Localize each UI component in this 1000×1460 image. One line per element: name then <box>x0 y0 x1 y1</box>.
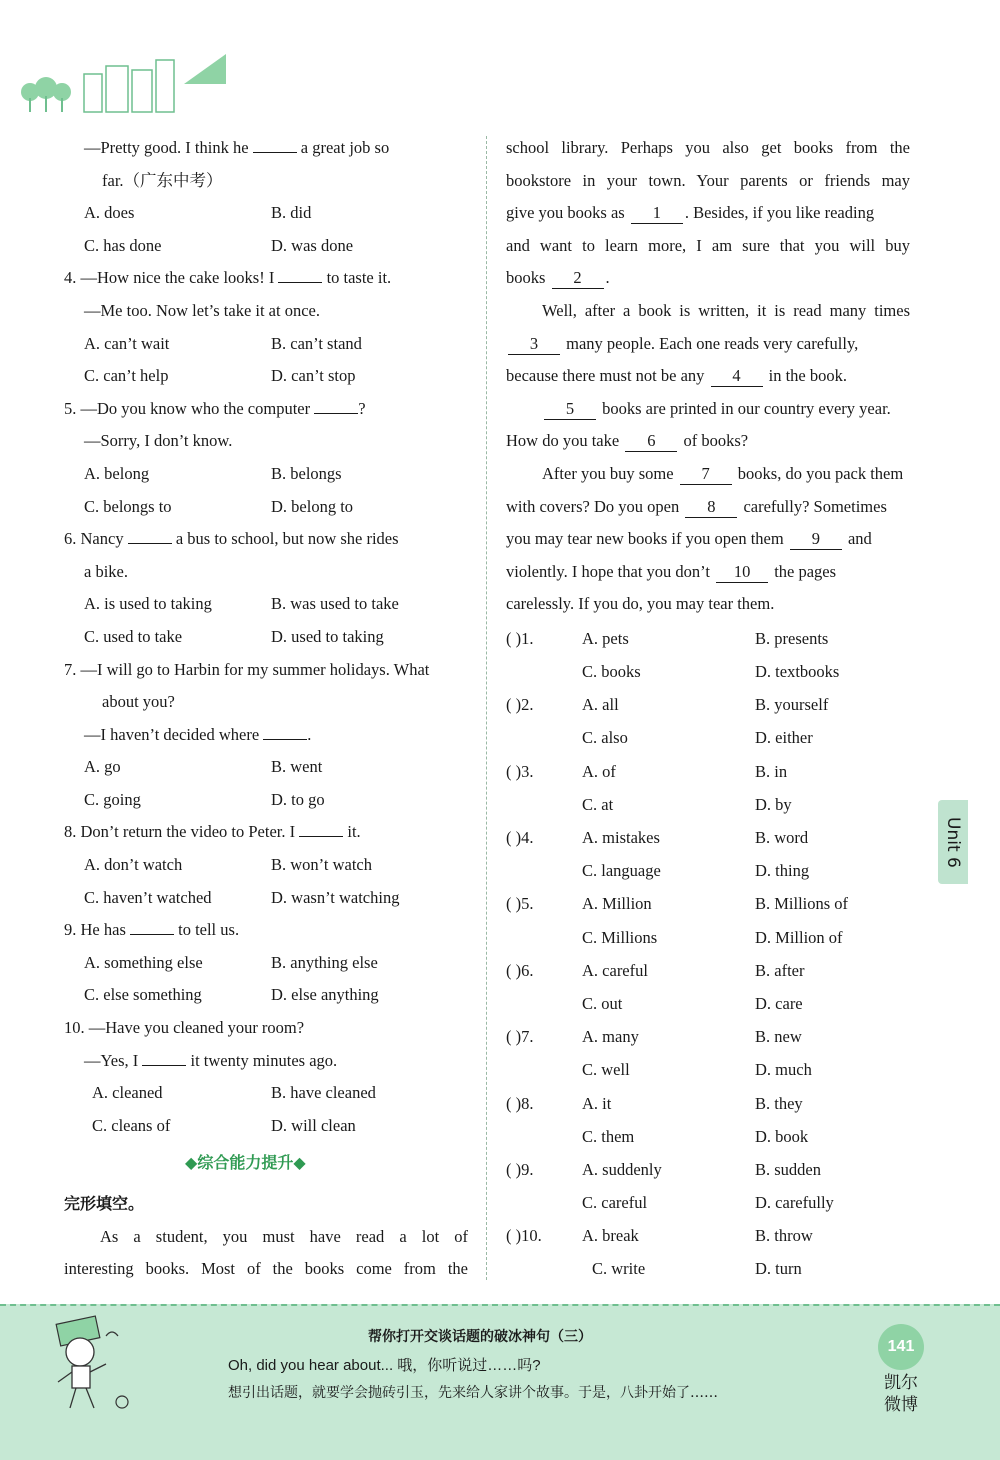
passage-line: 5 books are printed in our country every year. <box>506 393 910 426</box>
answer-paren[interactable]: ( )8. <box>506 1093 534 1113</box>
passage-line: After you buy some 7 books, do you pack them <box>542 463 904 483</box>
brand-label: 凯尔微博 <box>884 1373 918 1415</box>
answer-blank[interactable] <box>253 133 297 153</box>
answer-paren[interactable]: ( )6. <box>506 960 534 980</box>
q10-line1: 10. —Have you cleaned your room? <box>64 1018 305 1038</box>
answer-blank[interactable] <box>130 915 174 935</box>
choice-row: ( )1. A. pets B. presents <box>506 622 910 655</box>
q9-options-row2: C. else something D. else anything <box>84 985 379 1005</box>
passage-line: violently. I hope that you don’t 10 the pages <box>506 561 837 581</box>
passage-line: How do you take 6 of books? <box>506 431 749 451</box>
header-decoration-icon <box>12 40 232 120</box>
q7-line3: —I haven’t decided where . <box>64 719 468 752</box>
section-title: ◆综合能力提升◆ <box>185 1153 306 1172</box>
answer-paren[interactable]: ( )5. <box>506 894 534 914</box>
passage-line: school library. Perhaps you also get books from the <box>506 138 910 157</box>
passage-line: give you books as 1 . Besides, if you like reading <box>506 203 875 223</box>
q3-options-row1: A. does B. did <box>84 203 312 223</box>
choice-row: ( )8. A. it B. they <box>506 1087 910 1120</box>
passage-line: Well, after a book is written, it is read many times <box>542 300 910 320</box>
choice-row: C. well D. much <box>582 1060 812 1080</box>
cloze-blank[interactable]: 10 <box>716 561 768 583</box>
q3-line2: far.（广东中考） <box>102 170 223 190</box>
q9-options-row1: A. something else B. anything else <box>84 952 378 972</box>
q4-line1: 4. —How nice the cake looks! I to taste it. <box>64 262 468 295</box>
q10-options-row2: C. cleans of D. will clean <box>92 1115 356 1135</box>
cloze-blank[interactable]: 5 <box>544 398 596 420</box>
q3-line1: —Pretty good. I think he a great job so <box>64 132 468 165</box>
choice-row: ( )3. A. of B. in <box>506 755 910 788</box>
choice-row: C. write D. turn <box>592 1259 802 1279</box>
q10-line2: —Yes, I it twenty minutes ago. <box>64 1045 468 1078</box>
cloze-blank[interactable]: 2 <box>552 267 604 289</box>
q7-options-row1: A. go B. went <box>84 757 323 777</box>
cloze-blank[interactable]: 9 <box>790 528 842 550</box>
q6-options-row1: A. is used to taking B. was used to take <box>84 594 399 614</box>
left-column <box>64 132 468 1142</box>
answer-blank[interactable] <box>263 720 307 740</box>
choice-row: ( )2. A. all B. yourself <box>506 688 910 721</box>
answer-blank[interactable] <box>278 263 322 283</box>
passage-line: with covers? Do you open 8 carefully? Sometimes <box>506 496 887 516</box>
passage-line: you may tear new books if you open them 9 and <box>506 529 872 549</box>
choice-row: C. Millions D. Million of <box>582 927 843 947</box>
right-column <box>506 132 910 1286</box>
q7-line2: about you? <box>102 692 175 712</box>
q4-line2: —Me too. Now let’s take it at once. <box>84 300 320 320</box>
q6-line2: a bike. <box>84 561 128 581</box>
cloze-blank[interactable]: 1 <box>631 202 683 224</box>
q7-options-row2: C. going D. to go <box>84 789 325 809</box>
choice-row: ( )4. A. mistakes B. word <box>506 821 910 854</box>
footer-chinese-tip: 想引出话题，就要学会抛砖引玉，先来给人家讲个故事。于是，八卦开始了…… <box>228 1385 718 1401</box>
q8-options-row2: C. haven’t watched D. wasn’t watching <box>84 887 400 907</box>
passage-line: books 2 . <box>506 268 610 288</box>
choice-row: ( )9. A. suddenly B. sudden <box>506 1153 910 1186</box>
answer-blank[interactable] <box>314 394 358 414</box>
choice-row: ( )10. A. break B. throw <box>506 1219 910 1252</box>
cloze-blank[interactable]: 8 <box>685 496 737 518</box>
diamond-icon: ◆ <box>185 1153 198 1172</box>
choice-row: C. books D. textbooks <box>582 662 840 682</box>
passage-line: and want to learn more, I am sure that you will buy <box>506 235 910 255</box>
answer-paren[interactable]: ( )4. <box>506 828 534 848</box>
q9-line1: 9. He has to tell us. <box>64 914 468 947</box>
footer-english-phrase: Oh, did you hear about... 哦，你听说过……吗? <box>228 1357 541 1374</box>
cloze-intro <box>64 1188 468 1286</box>
cloze-title: 完形填空。 <box>64 1194 145 1213</box>
answer-paren[interactable]: ( )3. <box>506 761 534 781</box>
choice-row: C. also D. either <box>582 728 813 748</box>
footer-title: 帮你打开交谈话题的破冰神句（三） <box>368 1329 592 1345</box>
passage-line: As a student, you must have read a lot of <box>100 1226 468 1246</box>
q5-line1: 5. —Do you know who the computer ? <box>64 393 468 426</box>
choice-row: ( )7. A. many B. new <box>506 1020 910 1053</box>
cloze-choices <box>506 622 910 1286</box>
choice-row: ( )5. A. Million B. Millions of <box>506 887 910 920</box>
choice-row: C. language D. thing <box>582 861 810 881</box>
q4-options-row2: C. can’t help D. can’t stop <box>84 366 356 386</box>
choice-row: ( )6. A. careful B. after <box>506 954 910 987</box>
answer-paren[interactable]: ( )2. <box>506 695 534 715</box>
q5-line2: —Sorry, I don’t know. <box>84 431 233 451</box>
answer-blank[interactable] <box>299 817 343 837</box>
q10-options-row1: A. cleaned B. have cleaned <box>92 1083 376 1103</box>
passage-line: carelessly. If you do, you may tear them. <box>506 594 775 614</box>
diamond-icon: ◆ <box>293 1153 306 1172</box>
answer-paren[interactable]: ( )10. <box>506 1226 542 1246</box>
footer-banner <box>0 1304 1000 1460</box>
answer-paren[interactable]: ( )9. <box>506 1159 534 1179</box>
choice-row: C. out D. care <box>582 993 803 1013</box>
unit-side-tab: Unit 6 <box>938 800 968 884</box>
passage-line: because there must not be any 4 in the book. <box>506 366 848 386</box>
passage-line: 3 many people. Each one reads very carefully, <box>506 328 910 361</box>
answer-paren[interactable]: ( )7. <box>506 1027 534 1047</box>
choice-row: C. at D. by <box>582 794 792 814</box>
q6-line1: 6. Nancy a bus to school, but now she rides <box>64 523 468 556</box>
q5-options-row1: A. belong B. belongs <box>84 463 342 483</box>
passage-line: bookstore in your town. Your parents or friends may <box>506 170 910 190</box>
passage-line: interesting books. Most of the books come from the <box>64 1259 468 1279</box>
column-divider <box>486 136 487 1280</box>
cloze-blank[interactable]: 3 <box>508 333 560 355</box>
choice-row: C. careful D. carefully <box>582 1193 834 1213</box>
q7-line1: 7. —I will go to Harbin for my summer holidays. What <box>64 659 430 679</box>
cloze-blank[interactable]: 6 <box>625 430 677 452</box>
answer-blank[interactable] <box>142 1046 186 1066</box>
mascot-icon <box>36 1314 146 1416</box>
q6-options-row2: C. used to take D. used to taking <box>84 626 384 646</box>
q3-options-row2: C. has done D. was done <box>84 235 354 255</box>
cloze-blank[interactable]: 7 <box>680 463 732 485</box>
q8-line1: 8. Don’t return the video to Peter. I it. <box>64 816 468 849</box>
choice-row: C. them D. book <box>582 1126 809 1146</box>
q5-options-row2: C. belongs to D. belong to <box>84 496 354 516</box>
answer-blank[interactable] <box>128 524 172 544</box>
cloze-blank[interactable]: 4 <box>711 365 763 387</box>
answer-paren[interactable]: ( )1. <box>506 628 534 648</box>
q8-options-row1: A. don’t watch B. won’t watch <box>84 855 372 875</box>
page-number: 141 <box>878 1324 924 1370</box>
q4-options-row1: A. can’t wait B. can’t stand <box>84 333 362 353</box>
